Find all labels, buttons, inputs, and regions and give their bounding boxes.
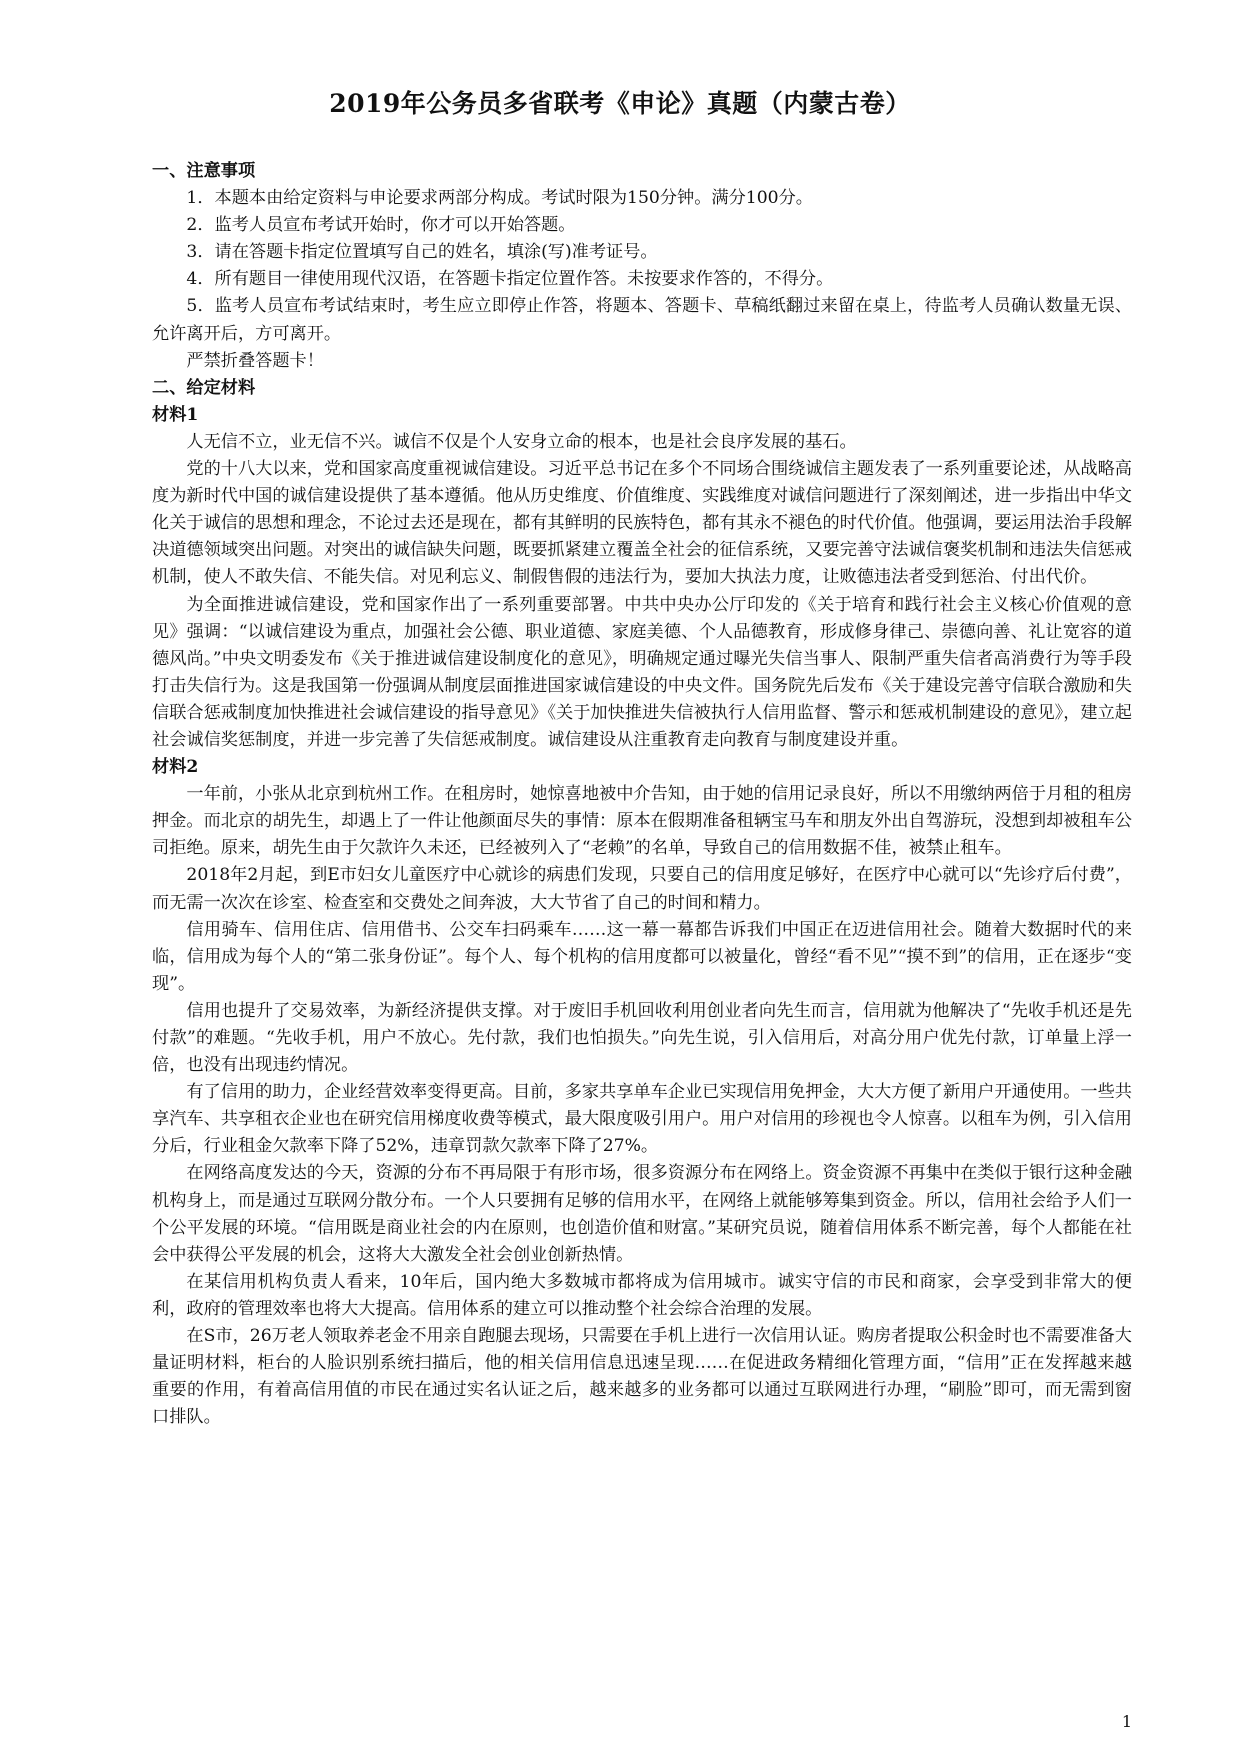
- document-body: [152, 158, 1132, 1431]
- material-label: 材料2: [152, 757, 199, 778]
- material-paragraph: 2018年2月起，到E市妇女儿童医疗中心就诊的病患们发现，只要自己的信用度足够好，在医疗中心就可以“先诊疗后付费”，而无需一次次在诊室、检查室和交费处之间奔波，大大节省了自己的时间和精力。: [152, 865, 1132, 913]
- material-paragraph: 在网络高度发达的今天，资源的分布不再局限于有形市场，很多资源分布在网络上。资金资源不再集中在类似于银行这种金融机构身上，而是通过互联网分散分布。一个人只要拥有足够的信用水平，在网络上就能够筹集到资金。所以，信用社会给予人们一个公平发展的环境。“信用既是商业社会的内在原则，也创造价值和财富。”某研究员说，随着信用体系不断完善，每个人都能在社会中获得公平发展的机会，这将大大激发全社会创业创新热情。: [152, 1163, 1132, 1265]
- notes-item: 4．所有题目一律使用现代汉语，在答题卡指定位置作答。未按要求作答的，不得分。: [186, 269, 834, 290]
- material-paragraph: 在S市，26万老人领取养老金不用亲自跑腿去现场，只需要在手机上进行一次信用认证。购房者提取公积金时也不需要准备大量证明材料，柜台的人脸识别系统扫描后，他的相关信用信息迅速呈现……在促进政务精细化管理方面，“信用”正在发挥越来越重要的作用，有着高信用值的市民在通过实名认证之后，越来越多的业务都可以通过互联网进行办理，“刷脸”即可，而无需到窗口排队。: [152, 1326, 1132, 1428]
- material-paragraph: 为全面推进诚信建设，党和国家作出了一系列重要部署。中共中央办公厅印发的《关于培育和践行社会主义核心价值观的意见》强调：“以诚信建设为重点，加强社会公德、职业道德、家庭美德、个人品德教育，形成修身律己、崇德向善、礼让宽容的道德风尚。”中央文明委发布《关于推进诚信建设制度化的意见》，明确规定通过曝光失信当事人、限制严重失信者高消费行为等手段打击失信行为。这是我国第一份强调从制度层面推进国家诚信建设的中央文件。国务院先后发布《关于建设完善守信联合激励和失信联合惩戒制度加快推进社会诚信建设的指导意见》《关于加快推进失信被执行人信用监督、警示和惩戒机制建设的意见》，建立起社会诚信奖惩制度，并进一步完善了失信惩戒制度。诚信建设从注重教育走向教育与制度建设并重。: [152, 594, 1132, 750]
- notes-warning: 严禁折叠答题卡！: [186, 350, 324, 371]
- material-paragraph: 信用骑车、信用住店、信用借书、公交车扫码乘车……这一幕一幕都告诉我们中国正在迈进信用社会。随着大数据时代的来临，信用成为每个人的“第二张身份证”。每个人、每个机构的信用度都可以被量化，曾经“看不见”“摸不到”的信用，正在逐步“变现”。: [152, 919, 1132, 994]
- notes-item: 3．请在答题卡指定位置填写自己的姓名，填涂(写)准考证号。: [186, 242, 658, 263]
- notes-item: 5．监考人员宣布考试结束时，考生应立即停止作答，将题本、答题卡、草稿纸翻过来留在桌上，待监考人员确认数量无误、允许离开后，方可离开。: [152, 296, 1132, 344]
- section-heading-notes: 一、注意事项: [152, 161, 256, 181]
- material-paragraph: 在某信用机构负责人看来，10年后，国内绝大多数城市都将成为信用城市。诚实守信的市民和商家，会享受到非常大的便利，政府的管理效率也将大大提高。信用体系的建立可以推动整个社会综合治理的发展。: [152, 1271, 1132, 1319]
- notes-item: 2．监考人员宣布考试开始时，你才可以开始答题。: [186, 215, 576, 236]
- material-paragraph: 一年前，小张从北京到杭州工作。在租房时，她惊喜地被中介告知，由于她的信用记录良好，所以不用缴纳两倍于月租的租房押金。而北京的胡先生，却遇上了一件让他颜面尽失的事情：原本在假期准备租辆宝马车和朋友外出自驾游玩，没想到却被租车公司拒绝。原来，胡先生由于欠款许久未还，已经被列入了“老赖”的名单，导致自己的信用数据不佳，被禁止租车。: [152, 784, 1132, 859]
- section-heading-materials: 二、给定材料: [152, 377, 256, 398]
- page-number: 1: [1121, 1712, 1132, 1731]
- material-paragraph: 人无信不立，业无信不兴。诚信不仅是个人安身立命的根本，也是社会良序发展的基石。: [186, 431, 857, 452]
- material-paragraph: 信用也提升了交易效率，为新经济提供支撑。对于废旧手机回收利用创业者向先生而言，信用就为他解决了“先收手机还是先付款”的难题。“先收手机，用户不放心。先付款，我们也怕损失。”向先生说，引入信用后，对高分用户优先付款，订单量上浮一倍，也没有出现违约情况。: [152, 1000, 1132, 1076]
- document-title: 2019年公务员多省联考《申论》真题（内蒙古卷）: [329, 89, 911, 118]
- material-paragraph: 党的十八大以来，党和国家高度重视诚信建设。习近平总书记在多个不同场合围绕诚信主题发表了一系列重要论述，从战略高度为新时代中国的诚信建设提供了基本遵循。他从历史维度、价值维度、实践维度对诚信问题进行了深刻阐述，进一步指出中华文化关于诚信的思想和理念，不论过去还是现在，都有其鲜明的民族特色，都有其永不褪色的时代价值。他强调，要运用法治手段解决道德领域突出问题。对突出的诚信缺失问题，既要抓紧建立覆盖全社会的征信系统，又要完善守法诚信褒奖机制和违法失信惩戒机制，使人不敢失信、不能失信。对见利忘义、制假售假的违法行为，要加大执法力度，让败德违法者受到惩治、付出代价。: [152, 459, 1132, 588]
- material-paragraph: 有了信用的助力，企业经营效率变得更高。目前，多家共享单车企业已实现信用免押金，大大方便了新用户开通使用。一些共享汽车、共享租衣企业也在研究信用梯度收费等模式，最大限度吸引用户。用户对信用的珍视也令人惊喜。以租车为例，引入信用分后，行业租金欠款率下降了52%，违章罚款欠款率下降了27%。: [152, 1082, 1132, 1157]
- material-label: 材料1: [152, 404, 199, 425]
- notes-item: 1．本题本由给定资料与申论要求两部分构成。考试时限为150分钟。满分100分。: [186, 188, 813, 209]
